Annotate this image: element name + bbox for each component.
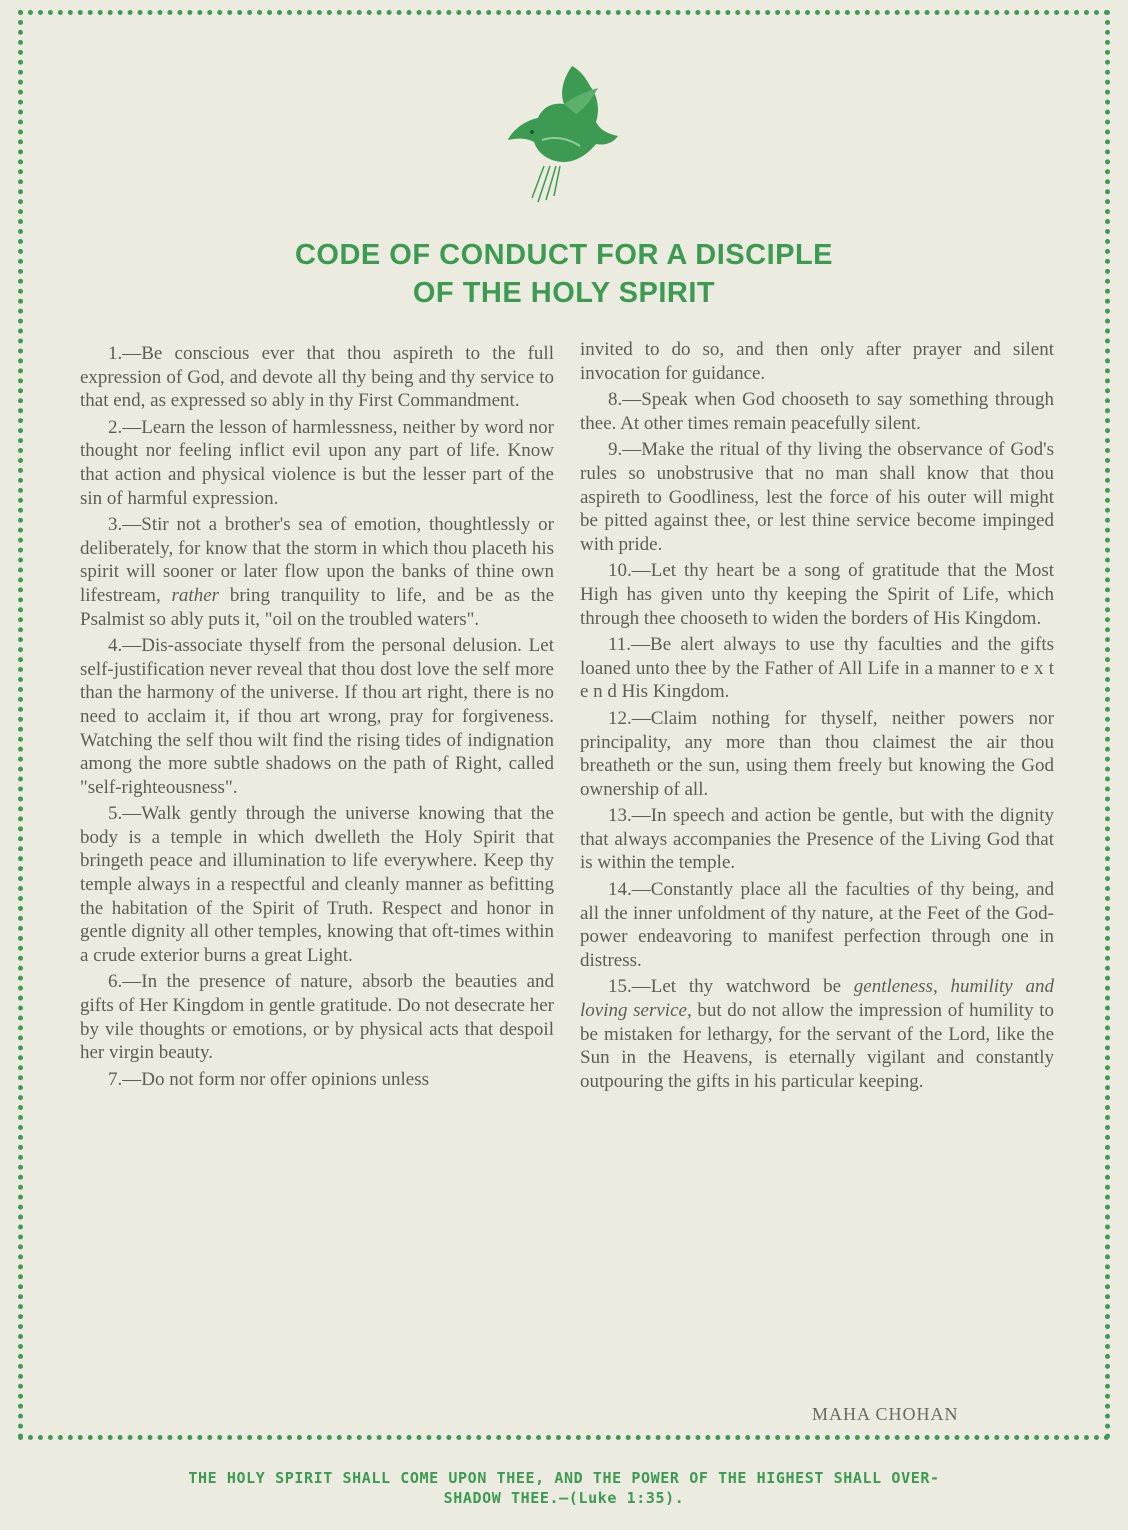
signature: MAHA CHOHAN <box>812 1404 959 1424</box>
dove-icon <box>502 58 622 208</box>
rule-10: 10.—Let thy heart be a song of gratitude that the Most High has given unto thy keeping the Spirit of Life, which through thee chooseth to widen the borders of His Kingdom. <box>580 560 1054 629</box>
rule-15 <box>580 975 1054 1093</box>
rule-7-continued: invited to do so, and then only after prayer and silent invocation for guidance. <box>580 339 1054 384</box>
rule-8: 8.—Speak when God chooseth to say something through thee. At other times remain peacefully silent. <box>580 389 1054 434</box>
footer-line-1: THE HOLY SPIRIT SHALL COME UPON THEE, AND THE POWER OF THE HIGHEST SHALL OVER- <box>188 1469 940 1487</box>
right-column <box>580 338 1054 1096</box>
rule-3 <box>80 513 554 631</box>
rule-14: 14.—Constantly place all the faculties of thy being, and all the inner unfoldment of thy nature, at the Feet of the God-power endeavoring to manifest perfection through one in distress. <box>580 879 1054 971</box>
rule-3-text: 3.—Stir not a brother's sea of emotion, thoughtlessly or deliberately, for know that the storm in which thou placeth his spirit will sooner or later flow upon the banks of thine own lifestream, <box>80 514 554 606</box>
rule-3-italic: rather <box>171 584 220 606</box>
rule-15-italic: gentleness, humility and loving service, <box>580 976 1055 1022</box>
rule-7: 7.—Do not form nor offer opinions unless <box>108 1068 430 1090</box>
rule-12: 12.—Claim nothing for thyself, neither powers nor principality, any more than thou claimest the air thou breatheth or the sun, using them freely but knowing the God ownership of all. <box>580 707 1054 800</box>
left-column <box>80 342 554 1094</box>
title-line-1: CODE OF CONDUCT FOR A DISCIPLE <box>294 239 834 271</box>
rule-2: 2.—Learn the lesson of harmlessness, neither by word nor thought nor feeling inflict evil upon any part of life. Know that action and physical violence is but the lesser part of the sin of harmful expression. <box>80 416 554 509</box>
rule-11: 11.—Be alert always to use thy faculties and the gifts loaned unto thee by the Father of All Life in a manner to e x t e n d His Kingdom. <box>580 634 1054 703</box>
rule-13: 13.—In speech and action be gentle, but with the dignity that always accompanies the Presence of the Living God that is within the temple. <box>580 805 1054 874</box>
rule-9: 9.—Make the ritual of thy living the observance of God's rules so unobstrusive that no man shall know that thou aspireth to Goodliness, lest the force of his outer will might be pitted against thee, or lest thine service become impinged with pride. <box>580 439 1054 555</box>
rule-15-lead: 15.—Let thy watchword be <box>608 976 842 998</box>
rule-15-tail: but do not allow the impression of humility to be mistaken for lethargy, for the servant of the Lord, like the Sun in the Heavens, is eternally vigilant and constantly outpouring the gifts in his particular keeping. <box>580 1000 1055 1092</box>
rule-4: 4.—Dis-associate thyself from the personal delusion. Let self-justification never reveal that thou dost love the self more than the harmony of the universe. If thou art right, there is no need to acclaim it, if thou art wrong, pray for forgiveness. Watching the self thou wilt find the rising tides of indignation among the more subtle shadows on the path of Right, called "self-righteousness". <box>80 635 554 798</box>
page-title <box>0 236 1128 312</box>
rule-6: 6.—In the presence of nature, absorb the beauties and gifts of Her Kingdom in gentle gratitude. Do not desecrate her by vile thoughts or emotions, or by physical acts that despoil her virgin beauty. <box>80 971 554 1064</box>
footer-verse <box>0 1468 1128 1508</box>
rule-1: 1.—Be conscious ever that thou aspireth to the full expression of God, and devote all thy being and thy service to that end, as expressed so ably in thy First Commandment. <box>80 343 554 412</box>
title-line-2: OF THE HOLY SPIRIT <box>412 277 716 309</box>
footer-line-2: SHADOW THEE.—(Luke 1:35). <box>443 1489 685 1507</box>
rule-5: 5.—Walk gently through the universe knowing that the body is a temple in which dwelleth the Holy Spirit that bringeth peace and illumination to life everywhere. Keep thy temple always in a respectful and cleanly manner as befitting the habitation of the Spirit of Truth. Respect and honor in gentle dignity all other temples, knowing that oft-times within a crude exterior burns a great Light. <box>80 803 554 966</box>
rule-3-tail: bring tranquility to life, and be as the Psalmist so ably puts it, "oil on the troubled waters". <box>80 584 555 630</box>
